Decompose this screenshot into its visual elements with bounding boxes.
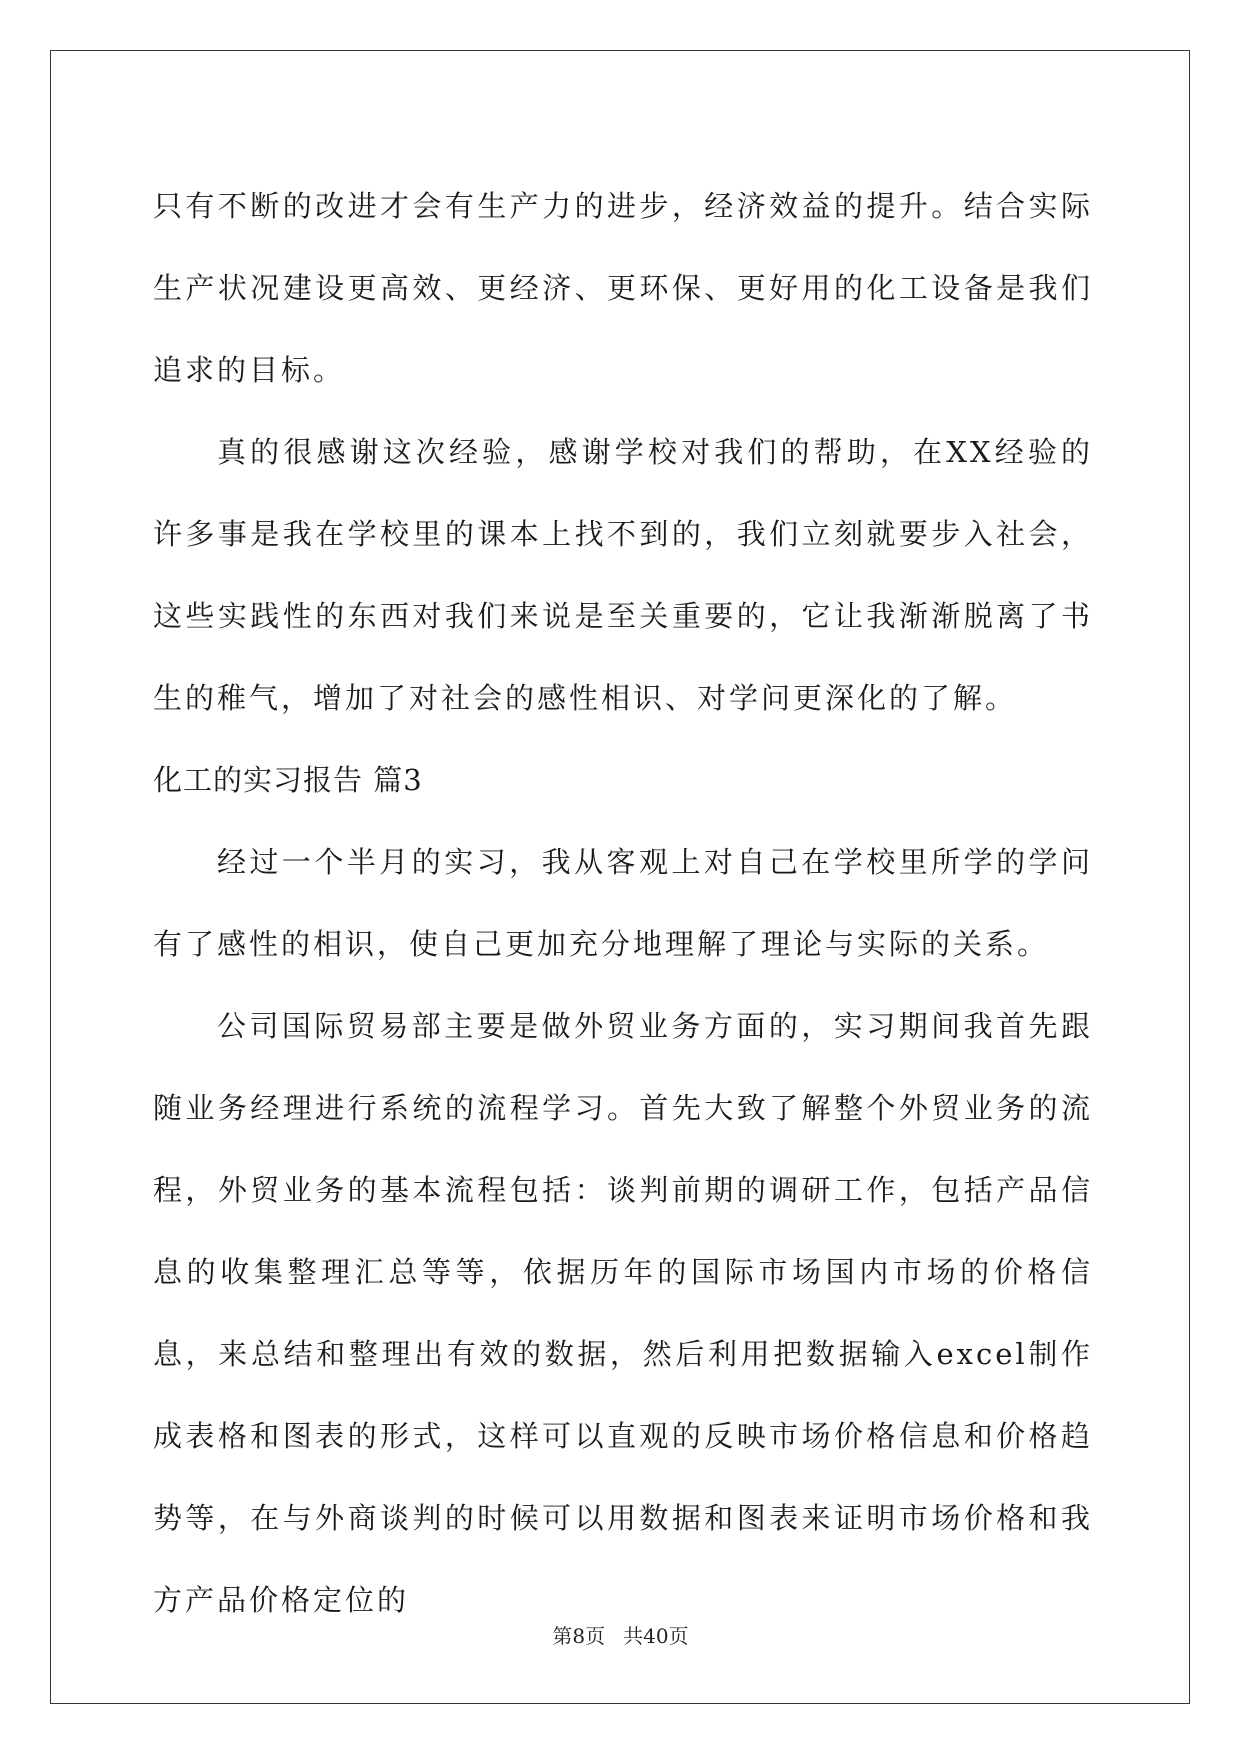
document-body	[153, 165, 1093, 1641]
paragraph-1: 只有不断的改进才会有生产力的进步，经济效益的提升。结合实际生产状况建设更高效、更经济、更环保、更好用的化工设备是我们追求的目标。	[153, 189, 1093, 387]
paragraph-2: 真的很感谢这次经验，感谢学校对我们的帮助，在XX经验的许多事是我在学校里的课本上找不到的，我们立刻就要步入社会，这些实践性的东西对我们来说是至关重要的，它让我渐渐脱离了书生的稚气，增加了对社会的感性相识、对学问更深化的了解。	[153, 435, 1093, 715]
page-total: 共40页	[623, 1624, 689, 1648]
section-paragraph-2: 公司国际贸易部主要是做外贸业务方面的，实习期间我首先跟随业务经理进行系统的流程学习。首先大致了解整个外贸业务的流程，外贸业务的基本流程包括：谈判前期的调研工作，包括产品信息的收集整理汇总等等，依据历年的国际市场国内市场的价格信息，来总结和整理出有效的数据，然后利用把数据输入excel制作成表格和图表的形式，这样可以直观的反映市场价格信息和价格趋势等，在与外商谈判的时候可以用数据和图表来证明市场价格和我方产品价格定位的	[153, 1009, 1093, 1617]
page-number: 第8页	[552, 1624, 606, 1648]
page-footer	[0, 1620, 1241, 1649]
section-paragraph-1: 经过一个半月的实习，我从客观上对自己在学校里所学的学问有了感性的相识，使自己更加充分地理解了理论与实际的关系。	[153, 845, 1093, 961]
section-heading: 化工的实习报告 篇3	[153, 763, 423, 797]
